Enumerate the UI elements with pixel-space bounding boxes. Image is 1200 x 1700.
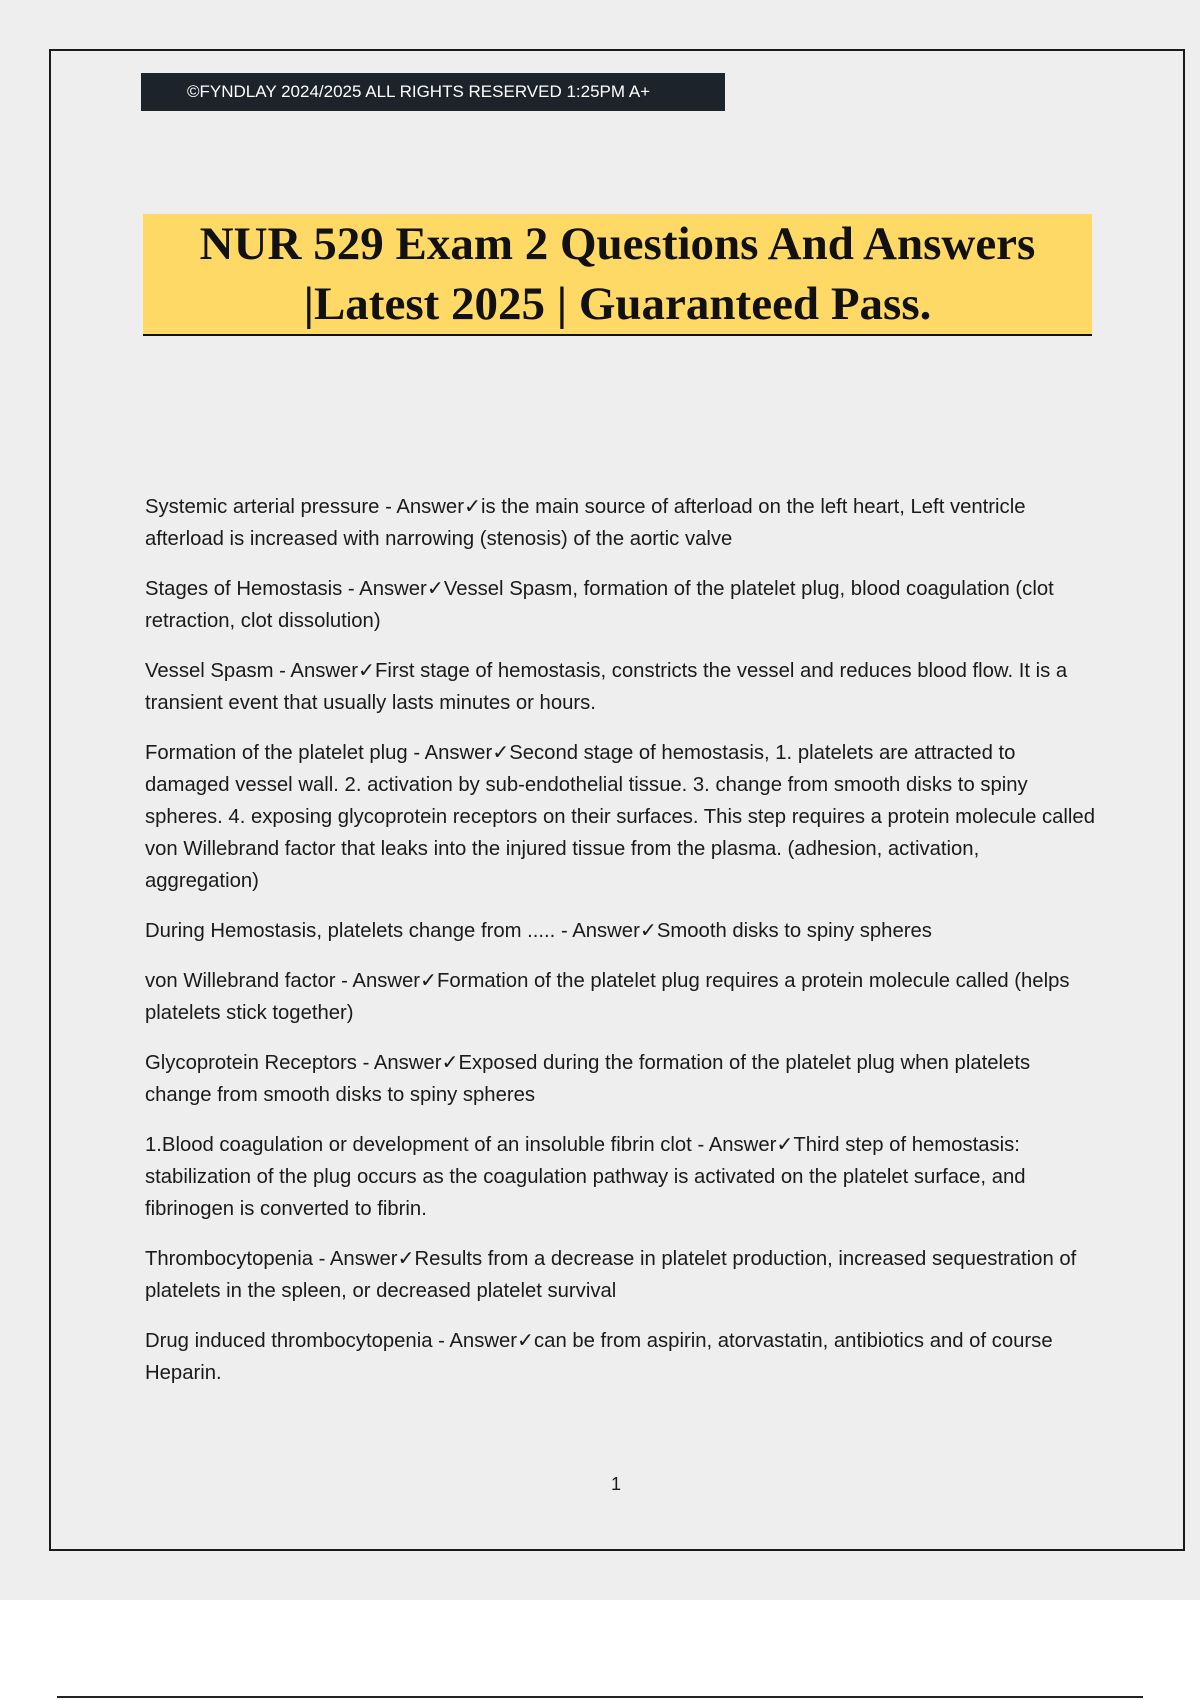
qa-item — [145, 915, 1095, 947]
page-number: 1 — [610, 1474, 621, 1494]
qa-term: During Hemostasis, platelets change from ..... — [145, 920, 556, 942]
checkmark-icon: ✓ — [517, 1330, 535, 1352]
answer-label: - Answer — [312, 1248, 398, 1270]
qa-answer: First stage of hemostasis, constricts the vessel and reduces blood flow. It is a transient event that usually lasts minutes or hours. — [145, 660, 1068, 714]
checkmark-icon: ✓ — [492, 742, 510, 764]
copyright-watermark: ©FYNDLAY 2024/2025 ALL RIGHTS RESERVED 1:25PM A+ — [141, 73, 725, 111]
qa-item — [145, 965, 1095, 1029]
checkmark-icon: ✓ — [776, 1134, 794, 1156]
answer-label: - Answer — [342, 578, 427, 600]
answer-label: - Answer — [432, 1330, 518, 1352]
qa-item — [145, 1325, 1095, 1389]
answer-label: - Answer — [379, 496, 464, 518]
qa-term: Formation of the platelet plug — [145, 742, 408, 764]
qa-term: Systemic arterial pressure — [145, 496, 380, 518]
checkmark-icon: ✓ — [426, 578, 444, 600]
title-line-1: NUR 529 Exam 2 Questions And Answers — [199, 218, 1036, 270]
checkmark-icon: ✓ — [639, 920, 657, 942]
answer-label: - Answer — [273, 660, 359, 682]
next-page-divider — [57, 1696, 1143, 1698]
answer-label: - Answer — [691, 1134, 777, 1156]
qa-answer: can be from aspirin, atorvastatin, antibiotics and of course Heparin. — [145, 1330, 1053, 1384]
qa-answer: Third step of hemostasis: stabilization of the plug occurs as the coagulation pathway is activated on the platelet surface, and fibrinogen is converted to fibrin. — [145, 1134, 1026, 1220]
answer-label: - Answer — [335, 970, 421, 992]
qa-term: 1.Blood coagulation or development of an insoluble fibrin clot — [145, 1134, 692, 1156]
qa-answer: Formation of the platelet plug requires a protein molecule called (helps platelets stick together) — [145, 970, 1070, 1024]
qa-answer: Vessel Spasm, formation of the platelet plug, blood coagulation (clot retraction, clot dissolution) — [145, 578, 1054, 632]
answer-label: - Answer — [356, 1052, 442, 1074]
qa-item — [145, 491, 1095, 555]
qa-item — [145, 1243, 1095, 1307]
qa-answer: Smooth disks to spiny spheres — [656, 920, 932, 942]
qa-term: Vessel Spasm — [145, 660, 274, 682]
answer-label: - Answer — [555, 920, 640, 942]
qa-term: von Willebrand factor — [145, 970, 336, 992]
qa-item — [145, 737, 1095, 897]
qa-term: Glycoprotein Receptors — [145, 1052, 357, 1074]
qa-item — [145, 573, 1095, 637]
checkmark-icon: ✓ — [397, 1248, 415, 1270]
document-title — [143, 214, 1092, 336]
qa-answer: Results from a decrease in platelet production, increased sequestration of platelets in the spleen, or decreased platelet survival — [145, 1248, 1077, 1302]
title-line-2: |Latest 2025 | Guaranteed Pass. — [303, 278, 932, 330]
checkmark-icon: ✓ — [358, 660, 376, 682]
qa-item — [145, 1047, 1095, 1111]
qa-list — [145, 491, 1095, 1407]
qa-item — [145, 655, 1095, 719]
qa-answer: is the main source of afterload on the left heart, Left ventricle afterload is increased with narrowing (stenosis) of the aortic valve — [145, 496, 1026, 550]
answer-label: - Answer — [407, 742, 493, 764]
checkmark-icon: ✓ — [463, 496, 481, 518]
qa-answer: Exposed during the formation of the platelet plug when platelets change from smooth disks to spiny spheres — [145, 1052, 1031, 1106]
qa-term: Stages of Hemostasis — [145, 578, 343, 600]
checkmark-icon: ✓ — [420, 970, 438, 992]
checkmark-icon: ✓ — [441, 1052, 459, 1074]
qa-term: Thrombocytopenia — [145, 1248, 313, 1270]
qa-answer: Second stage of hemostasis, 1. platelets are attracted to damaged vessel wall. 2. activation by sub-endothelial tissue. 3. change from smooth disks to spiny spheres. 4. exposing glycoprotein receptors on their surfaces. This step requires a protein molecule called von Willebrand factor that leaks into the injured tissue from the plasma. (adhesion, activation, aggregation) — [145, 742, 1095, 892]
qa-term: Drug induced thrombocytopenia — [145, 1330, 433, 1352]
qa-item — [145, 1129, 1095, 1225]
